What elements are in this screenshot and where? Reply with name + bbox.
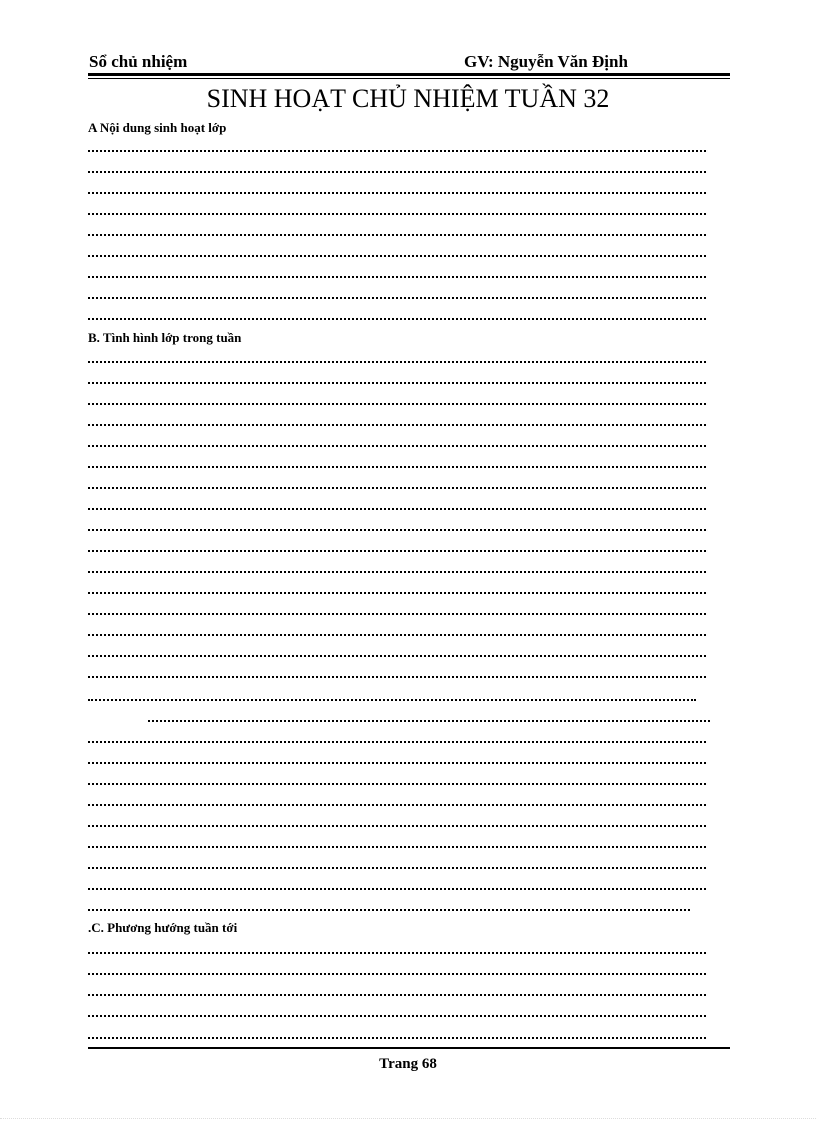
dotted-line bbox=[88, 529, 706, 531]
dotted-line bbox=[88, 741, 706, 743]
dotted-line bbox=[88, 1015, 706, 1017]
dotted-line bbox=[88, 762, 706, 764]
dotted-line bbox=[88, 952, 706, 954]
dotted-line bbox=[148, 720, 710, 722]
dotted-line bbox=[88, 655, 706, 657]
dotted-line bbox=[88, 424, 706, 426]
dotted-line bbox=[88, 973, 706, 975]
footer-rule bbox=[88, 1047, 730, 1049]
dotted-line bbox=[88, 846, 706, 848]
dotted-line bbox=[88, 361, 706, 363]
dotted-line bbox=[88, 403, 706, 405]
header-notebook-title: Sổ chủ nhiệm bbox=[89, 52, 188, 71]
dotted-line bbox=[88, 508, 706, 510]
header-rule-thin bbox=[88, 78, 730, 79]
section-c-label: .C. Phương hướng tuần tới bbox=[88, 920, 238, 935]
dotted-line bbox=[88, 676, 706, 678]
dotted-line bbox=[88, 150, 706, 152]
dotted-line bbox=[88, 234, 706, 236]
dotted-line bbox=[88, 888, 706, 890]
dotted-line bbox=[88, 783, 706, 785]
dotted-line bbox=[88, 487, 706, 489]
page-title: SINH HOẠT CHỦ NHIỆM TUẦN 32 bbox=[206, 84, 610, 113]
dotted-line bbox=[88, 825, 706, 827]
dotted-line bbox=[88, 213, 706, 215]
dotted-line bbox=[88, 699, 696, 701]
section-b-label: B. Tình hình lớp trong tuần bbox=[88, 330, 242, 345]
dotted-line bbox=[88, 318, 706, 320]
header-rule-thick bbox=[88, 73, 730, 76]
dotted-line bbox=[88, 466, 706, 468]
bottom-edge-dots bbox=[0, 1118, 816, 1119]
dotted-line bbox=[88, 255, 706, 257]
dotted-line bbox=[88, 445, 706, 447]
dotted-line bbox=[88, 382, 706, 384]
dotted-line bbox=[88, 804, 706, 806]
dotted-line bbox=[88, 994, 706, 996]
header-teacher-name: GV: Nguyễn Văn Định bbox=[464, 52, 628, 71]
dotted-line bbox=[88, 867, 706, 869]
dotted-line bbox=[88, 592, 706, 594]
dotted-line bbox=[88, 909, 690, 911]
dotted-line bbox=[88, 634, 706, 636]
section-a-label: A Nội dung sinh hoạt lớp bbox=[88, 120, 227, 135]
dotted-line bbox=[88, 1037, 706, 1039]
dotted-line bbox=[88, 297, 706, 299]
dotted-line bbox=[88, 613, 706, 615]
dotted-line bbox=[88, 192, 706, 194]
dotted-line bbox=[88, 276, 706, 278]
dotted-line bbox=[88, 171, 706, 173]
page-number: Trang 68 bbox=[379, 1056, 437, 1072]
dotted-line bbox=[88, 571, 706, 573]
dotted-line bbox=[88, 550, 706, 552]
